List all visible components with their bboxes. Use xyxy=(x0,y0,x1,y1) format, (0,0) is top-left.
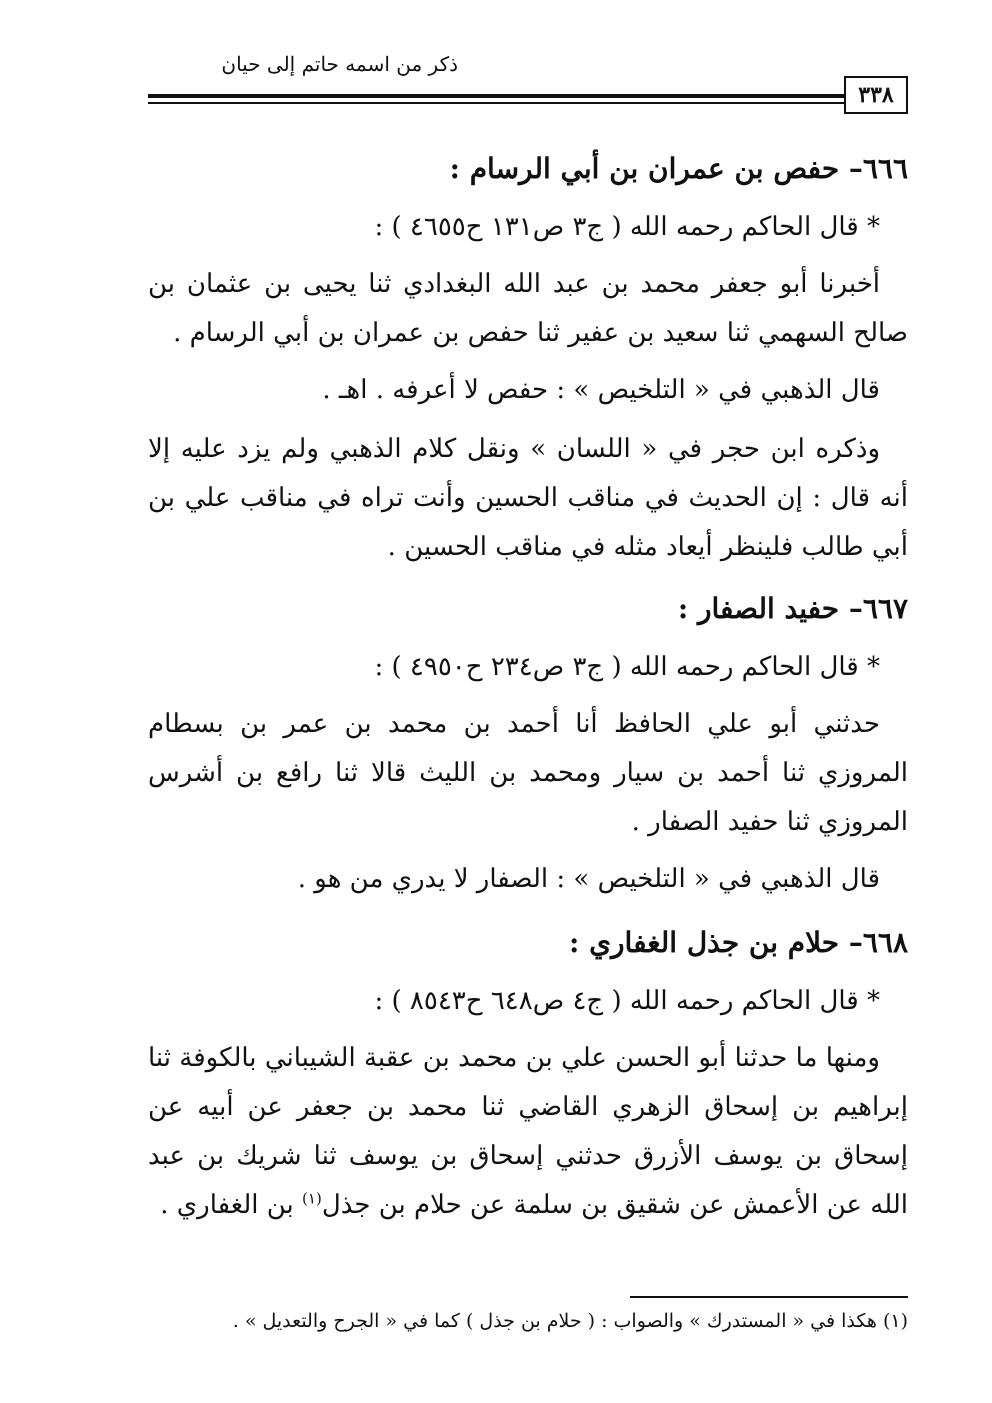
source-citation: * قال الحاكم رحمه الله ( ج٤ ص٦٤٨ ح٨٥٤٣ ) : xyxy=(374,986,880,1016)
footnote-divider xyxy=(630,1296,908,1298)
entry-heading: ٦٦٨– حلام بن جذل الغفاري : xyxy=(569,926,908,959)
source-citation: * قال الحاكم رحمه الله ( ج٣ ص٢٣٤ ح٤٩٥٠ ) : xyxy=(374,652,880,682)
entry-666 xyxy=(148,140,908,572)
footnote-ref: (١) xyxy=(302,1189,322,1208)
footnote: (١) هكذا في « المستدرك » والصواب : ( حلام بن جذل ) كما في « الجرح والتعديل » . xyxy=(232,1310,908,1332)
source-citation: * قال الحاكم رحمه الله ( ج٣ ص١٣١ ح٤٦٥٥ ) : xyxy=(374,212,880,242)
entry-667 xyxy=(148,580,908,904)
scholar-note: قال الذهبي في « التلخيص » : الصفار لا يدري من هو . xyxy=(297,864,880,894)
entry-heading: ٦٦٧– حفيد الصفار : xyxy=(677,592,908,625)
header-rule-thin xyxy=(148,102,846,104)
entry-heading: ٦٦٦– حفص بن عمران بن أبي الرسام : xyxy=(449,152,908,185)
hadith-text: أخبرنا أبو جعفر محمد بن عبد الله البغدادي ثنا يحيى بن عثمان بن صالح السهمي ثنا سعيد بن عفير ثنا حفص بن عمران بن أبي الرسام . xyxy=(148,269,908,348)
running-title: ذكر من اسمه حاتم إلى حيان xyxy=(221,52,458,76)
hadith-text-end: بن الغفاري . xyxy=(160,1190,303,1220)
scholar-note: وذكره ابن حجر في « اللسان » ونقل كلام الذهبي ولم يزد عليه إلا أنه قال : إن الحديث في مناقب الحسين وأنت تراه في مناقب علي بن أبي طالب فلينظر أيعاد مثله في مناقب الحسين . xyxy=(148,434,908,562)
hadith-text xyxy=(148,1034,908,1230)
entry-668 xyxy=(148,914,908,1230)
page-number: ٣٣٨ xyxy=(844,76,908,114)
main-content xyxy=(148,140,908,1238)
scholar-note: قال الذهبي في « التلخيص » : حفص لا أعرفه . اهـ . xyxy=(322,375,880,405)
hadith-text: حدثني أبو علي الحافظ أنا أحمد بن محمد بن عمر بن بسطام المروزي ثنا أحمد بن سيار ومحمد بن الليث قالا ثنا رافع بن أشرس المروزي ثنا حفيد الصفار . xyxy=(148,709,908,837)
hadith-text-main: ومنها ما حدثنا أبو الحسن علي بن محمد بن عقبة الشيباني بالكوفة ثنا إبراهيم بن إسحاق الزهري القاضي ثنا محمد بن جعفر عن أبيه عن إسحاق بن يوسف الأزرق حدثني إسحاق بن يوسف ثنا شريك بن عبد الله عن الأعمش عن شقيق بن سلمة عن حلام بن جذل xyxy=(148,1043,908,1220)
header-rule-thick xyxy=(148,94,846,98)
page-header xyxy=(148,52,908,112)
